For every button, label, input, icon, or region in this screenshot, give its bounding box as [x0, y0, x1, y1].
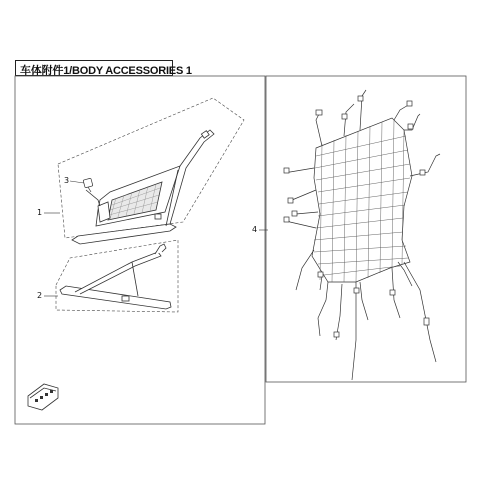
callout-4: 4 [252, 225, 258, 234]
part2-lower-bar [60, 244, 171, 309]
part3-clip [83, 178, 93, 192]
leader-3 [70, 181, 84, 183]
callout-3: 3 [64, 176, 70, 185]
callout-2: 2 [37, 291, 43, 300]
page-title: 车体附件1/BODY ACCESSORIES 1 [20, 65, 192, 77]
part4-cargo-net [284, 90, 440, 380]
part1-enclosure [58, 98, 244, 238]
left-frame [15, 76, 265, 424]
front-arrow-icon [28, 384, 58, 410]
part1-door-net [72, 130, 214, 244]
callout-1: 1 [37, 208, 43, 217]
